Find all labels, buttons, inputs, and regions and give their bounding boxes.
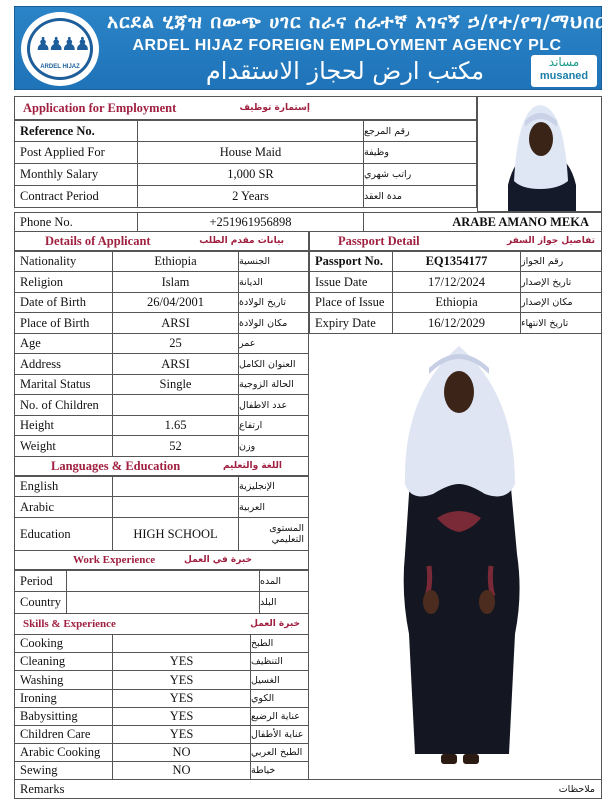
height-label-ar: ارتفاع: [238, 415, 309, 436]
children-care-label-ar: عناية الأطفال: [250, 725, 309, 744]
country-label: Country: [14, 591, 67, 614]
washing-label: Washing: [14, 670, 113, 690]
work-section-header: Work Experience خبرة في العمل: [14, 550, 309, 570]
washing-value: YES: [112, 670, 251, 690]
ironing-label: Ironing: [14, 689, 113, 708]
arabic-cooking-label: Arabic Cooking: [14, 743, 113, 762]
english-label: English: [14, 476, 113, 497]
height-value: 1.65: [112, 415, 239, 436]
expiry-date-label-ar: تاريخ الانتهاء: [520, 312, 602, 334]
weight-value: 52: [112, 435, 239, 457]
washing-label-ar: الغسيل: [250, 670, 309, 690]
passport-no-label-ar: رقم الجواز: [520, 251, 602, 272]
cleaning-value: YES: [112, 652, 251, 671]
children-care-value: YES: [112, 725, 251, 744]
issue-date-label-ar: تاريخ الإصدار: [520, 271, 602, 293]
period-label-ar: المده: [259, 570, 309, 592]
post-label: Post Applied For: [14, 141, 138, 164]
contract-label-ar: مدة العقد: [363, 185, 477, 208]
sewing-label: Sewing: [14, 761, 113, 780]
reference-label: Reference No.: [14, 120, 138, 142]
contract-value: 2 Years: [137, 185, 364, 208]
address-value: ARSI: [112, 353, 239, 375]
reference-value: [137, 120, 364, 142]
post-label-ar: وظيفة: [363, 141, 477, 164]
pob-label-ar: مكان الولادة: [238, 312, 309, 334]
salary-label-ar: راتب شهري: [363, 163, 477, 186]
arabic-label: Arabic: [14, 496, 113, 518]
application-section-header: Application for Employment إستمارة توظيف: [14, 96, 477, 120]
applicant-name: ARABE AMANO MEKA: [363, 212, 602, 232]
remarks-row: [14, 779, 602, 799]
cooking-value: [112, 634, 251, 653]
country-label-ar: البلد: [259, 591, 309, 614]
cooking-label-ar: الطبخ: [250, 634, 309, 653]
full-body-figure: [309, 334, 602, 780]
country-value: [66, 591, 260, 614]
ironing-label-ar: الكوي: [250, 689, 309, 708]
agency-banner: [14, 6, 607, 90]
dob-label-ar: تاريخ الولادة: [238, 292, 309, 313]
marital-value: Single: [112, 374, 239, 395]
issue-date-value: 17/12/2024: [392, 271, 521, 293]
cleaning-label-ar: التنظيف: [250, 652, 309, 671]
marital-label: Marital Status: [14, 374, 113, 395]
full-body-photo: [309, 334, 602, 780]
religion-label: Religion: [14, 271, 113, 293]
age-label: Age: [14, 333, 113, 354]
ironing-value: YES: [112, 689, 251, 708]
place-of-issue-value: Ethiopia: [392, 292, 521, 313]
arabic-cooking-value: NO: [112, 743, 251, 762]
period-value: [66, 570, 260, 592]
issue-date-label: Issue Date: [309, 271, 393, 293]
children-label: No. of Children: [14, 394, 113, 416]
remarks-label-ar: ملاحظات: [558, 783, 595, 795]
contract-label: Contract Period: [14, 185, 138, 208]
arabic-cooking-label-ar: الطبخ العربي: [250, 743, 309, 762]
languages-section-header: Languages & Education اللغة والتعليم: [14, 456, 309, 476]
sewing-value: NO: [112, 761, 251, 780]
age-value: 25: [112, 333, 239, 354]
agency-logo: ♟♟♟♟ ARDEL HIJAZ: [21, 12, 99, 86]
agency-name-arabic: مكتب ارض لحجاز الاستقدام: [205, 57, 485, 85]
marital-label-ar: الحالة الزوجية: [238, 374, 309, 395]
religion-value: Islam: [112, 271, 239, 293]
period-label: Period: [14, 570, 67, 592]
address-label: Address: [14, 353, 113, 375]
phone-value: +251961956898: [137, 212, 364, 232]
children-care-label: Children Care: [14, 725, 113, 744]
expiry-date-value: 16/12/2029: [392, 312, 521, 334]
passport-section-header: Passport Detail تفاصيل جواز السفر: [309, 231, 602, 251]
reference-label-ar: رقم المرجع: [363, 120, 477, 142]
place-of-issue-label: Place of Issue: [309, 292, 393, 313]
dob-label: Date of Birth: [14, 292, 113, 313]
nationality-label: Nationality: [14, 251, 113, 272]
height-label: Height: [14, 415, 113, 436]
arabic-label-ar: العربية: [238, 496, 309, 518]
details-section-header: Details of Applicant بيانات مقدم الطلب: [14, 231, 309, 251]
babysitting-label: Babysitting: [14, 707, 113, 726]
salary-value: 1,000 SR: [137, 163, 364, 186]
religion-label-ar: الديانة: [238, 271, 309, 293]
expiry-date-label: Expiry Date: [309, 312, 393, 334]
dob-value: 26/04/2001: [112, 292, 239, 313]
education-label: Education: [14, 517, 113, 551]
weight-label: Weight: [14, 435, 113, 457]
address-label-ar: العنوان الكامل: [238, 353, 309, 375]
sewing-label-ar: خياطة: [250, 761, 309, 780]
headshot-figure: [478, 97, 602, 212]
arabic-value: [112, 496, 239, 518]
skills-section-header: Skills & Experience خبرة العمل: [14, 613, 309, 635]
salary-label: Monthly Salary: [14, 163, 138, 186]
cooking-label: Cooking: [14, 634, 113, 653]
pob-value: ARSI: [112, 312, 239, 334]
babysitting-value: YES: [112, 707, 251, 726]
education-value: HIGH SCHOOL: [112, 517, 239, 551]
phone-label: Phone No.: [14, 212, 138, 232]
children-value: [112, 394, 239, 416]
children-label-ar: عدد الاطفال: [238, 394, 309, 416]
headshot-photo: [477, 96, 602, 212]
agency-name-english: ARDEL HIJAZ FOREIGN EMPLOYMENT AGENCY PLC: [132, 37, 562, 54]
passport-no-value: EQ1354177: [392, 251, 521, 272]
education-label-ar: المستوى التعليمي: [238, 517, 309, 551]
pob-label: Place of Birth: [14, 312, 113, 334]
weight-label-ar: وزن: [238, 435, 309, 457]
agency-name-amharic: አርደል ሂጃዝ በውጭ ሀገር ስራና ሰራተኛ አገናኝ ኃ/የተ/የግ/ማህበር: [107, 11, 607, 33]
nationality-value: Ethiopia: [112, 251, 239, 272]
cleaning-label: Cleaning: [14, 652, 113, 671]
passport-no-label: Passport No.: [309, 251, 393, 272]
english-label-ar: الإنجليزية: [238, 476, 309, 497]
english-value: [112, 476, 239, 497]
remarks-label: Remarks: [20, 781, 65, 796]
age-label-ar: عمر: [238, 333, 309, 354]
babysitting-label-ar: عناية الرضيع: [250, 707, 309, 726]
place-of-issue-label-ar: مكان الإصدار: [520, 292, 602, 313]
nationality-label-ar: الجنسية: [238, 251, 309, 272]
musaned-logo: مساند musaned: [531, 55, 597, 87]
post-value: House Maid: [137, 141, 364, 164]
